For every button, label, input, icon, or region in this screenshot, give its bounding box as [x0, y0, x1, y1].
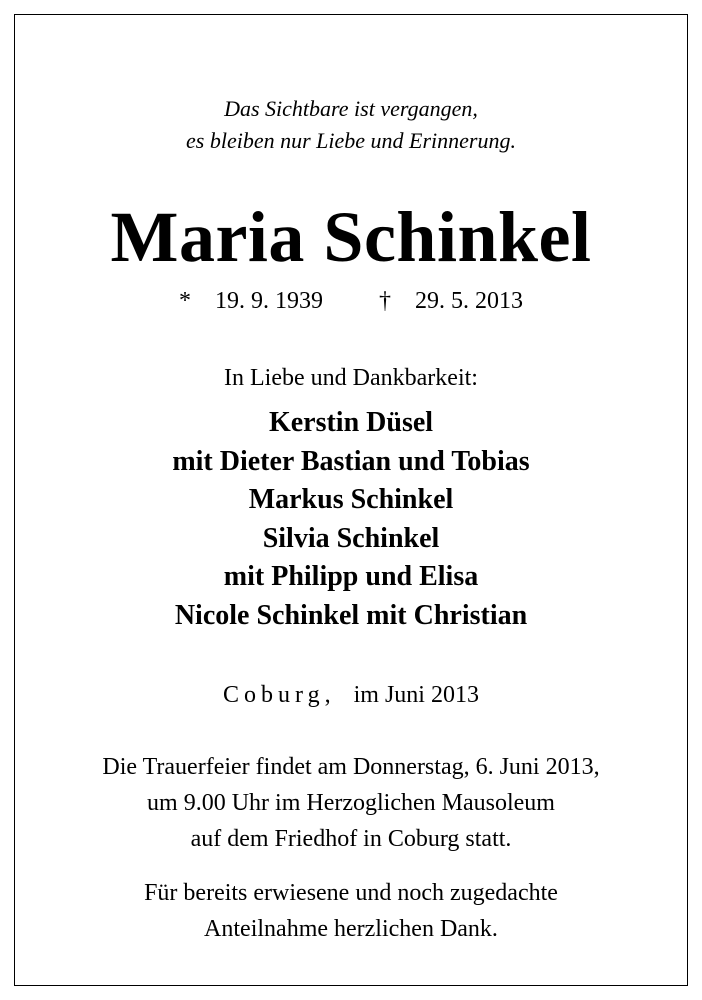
mourners-list — [15, 404, 687, 635]
funeral-line-3: auf dem Friedhof in Coburg statt. — [190, 826, 512, 852]
mourner-line: mit Philipp und Elisa — [223, 561, 479, 592]
funeral-line-2: um 9.00 Uhr im Herzoglichen Mausoleum — [147, 790, 555, 816]
place-date: im Juni 2013 — [353, 682, 479, 708]
mourner-line: Nicole Schinkel mit Christian — [174, 599, 528, 631]
mourner-line: mit Dieter Bastian und Tobias — [172, 445, 530, 477]
obituary-frame — [14, 14, 688, 986]
funeral-line-1: Die Trauerfeier findet am Donnerstag, 6. Juni 2013, — [102, 754, 600, 780]
memorial-quote — [15, 93, 687, 157]
gratitude-line-1: Für bereits erwiesene und noch zugedachte — [144, 880, 558, 906]
death-date: 29. 5. 2013 — [415, 288, 523, 314]
quote-line-1: Das Sichtbare ist vergangen, — [224, 96, 478, 121]
birth-symbol: * — [179, 288, 191, 314]
place-and-date — [15, 679, 687, 711]
gratitude-note — [15, 875, 687, 947]
deceased-name: Maria Schinkel — [110, 197, 592, 277]
life-dates — [15, 285, 687, 317]
thanks-intro: In Liebe und Dankbarkeit: — [224, 365, 478, 391]
mourner-line: Markus Schinkel — [248, 484, 454, 515]
mourner-line: Silvia Schinkel — [262, 522, 440, 554]
funeral-notice — [15, 749, 687, 857]
birth-date: 19. 9. 1939 — [215, 288, 323, 314]
death-symbol: † — [379, 288, 391, 314]
mourner-line: Kerstin Düsel — [268, 407, 434, 438]
gratitude-line-2: Anteilnahme herzlichen Dank. — [204, 916, 498, 942]
place-city: Coburg, — [223, 682, 336, 708]
quote-line-2: es bleiben nur Liebe und Erinnerung. — [186, 128, 516, 153]
